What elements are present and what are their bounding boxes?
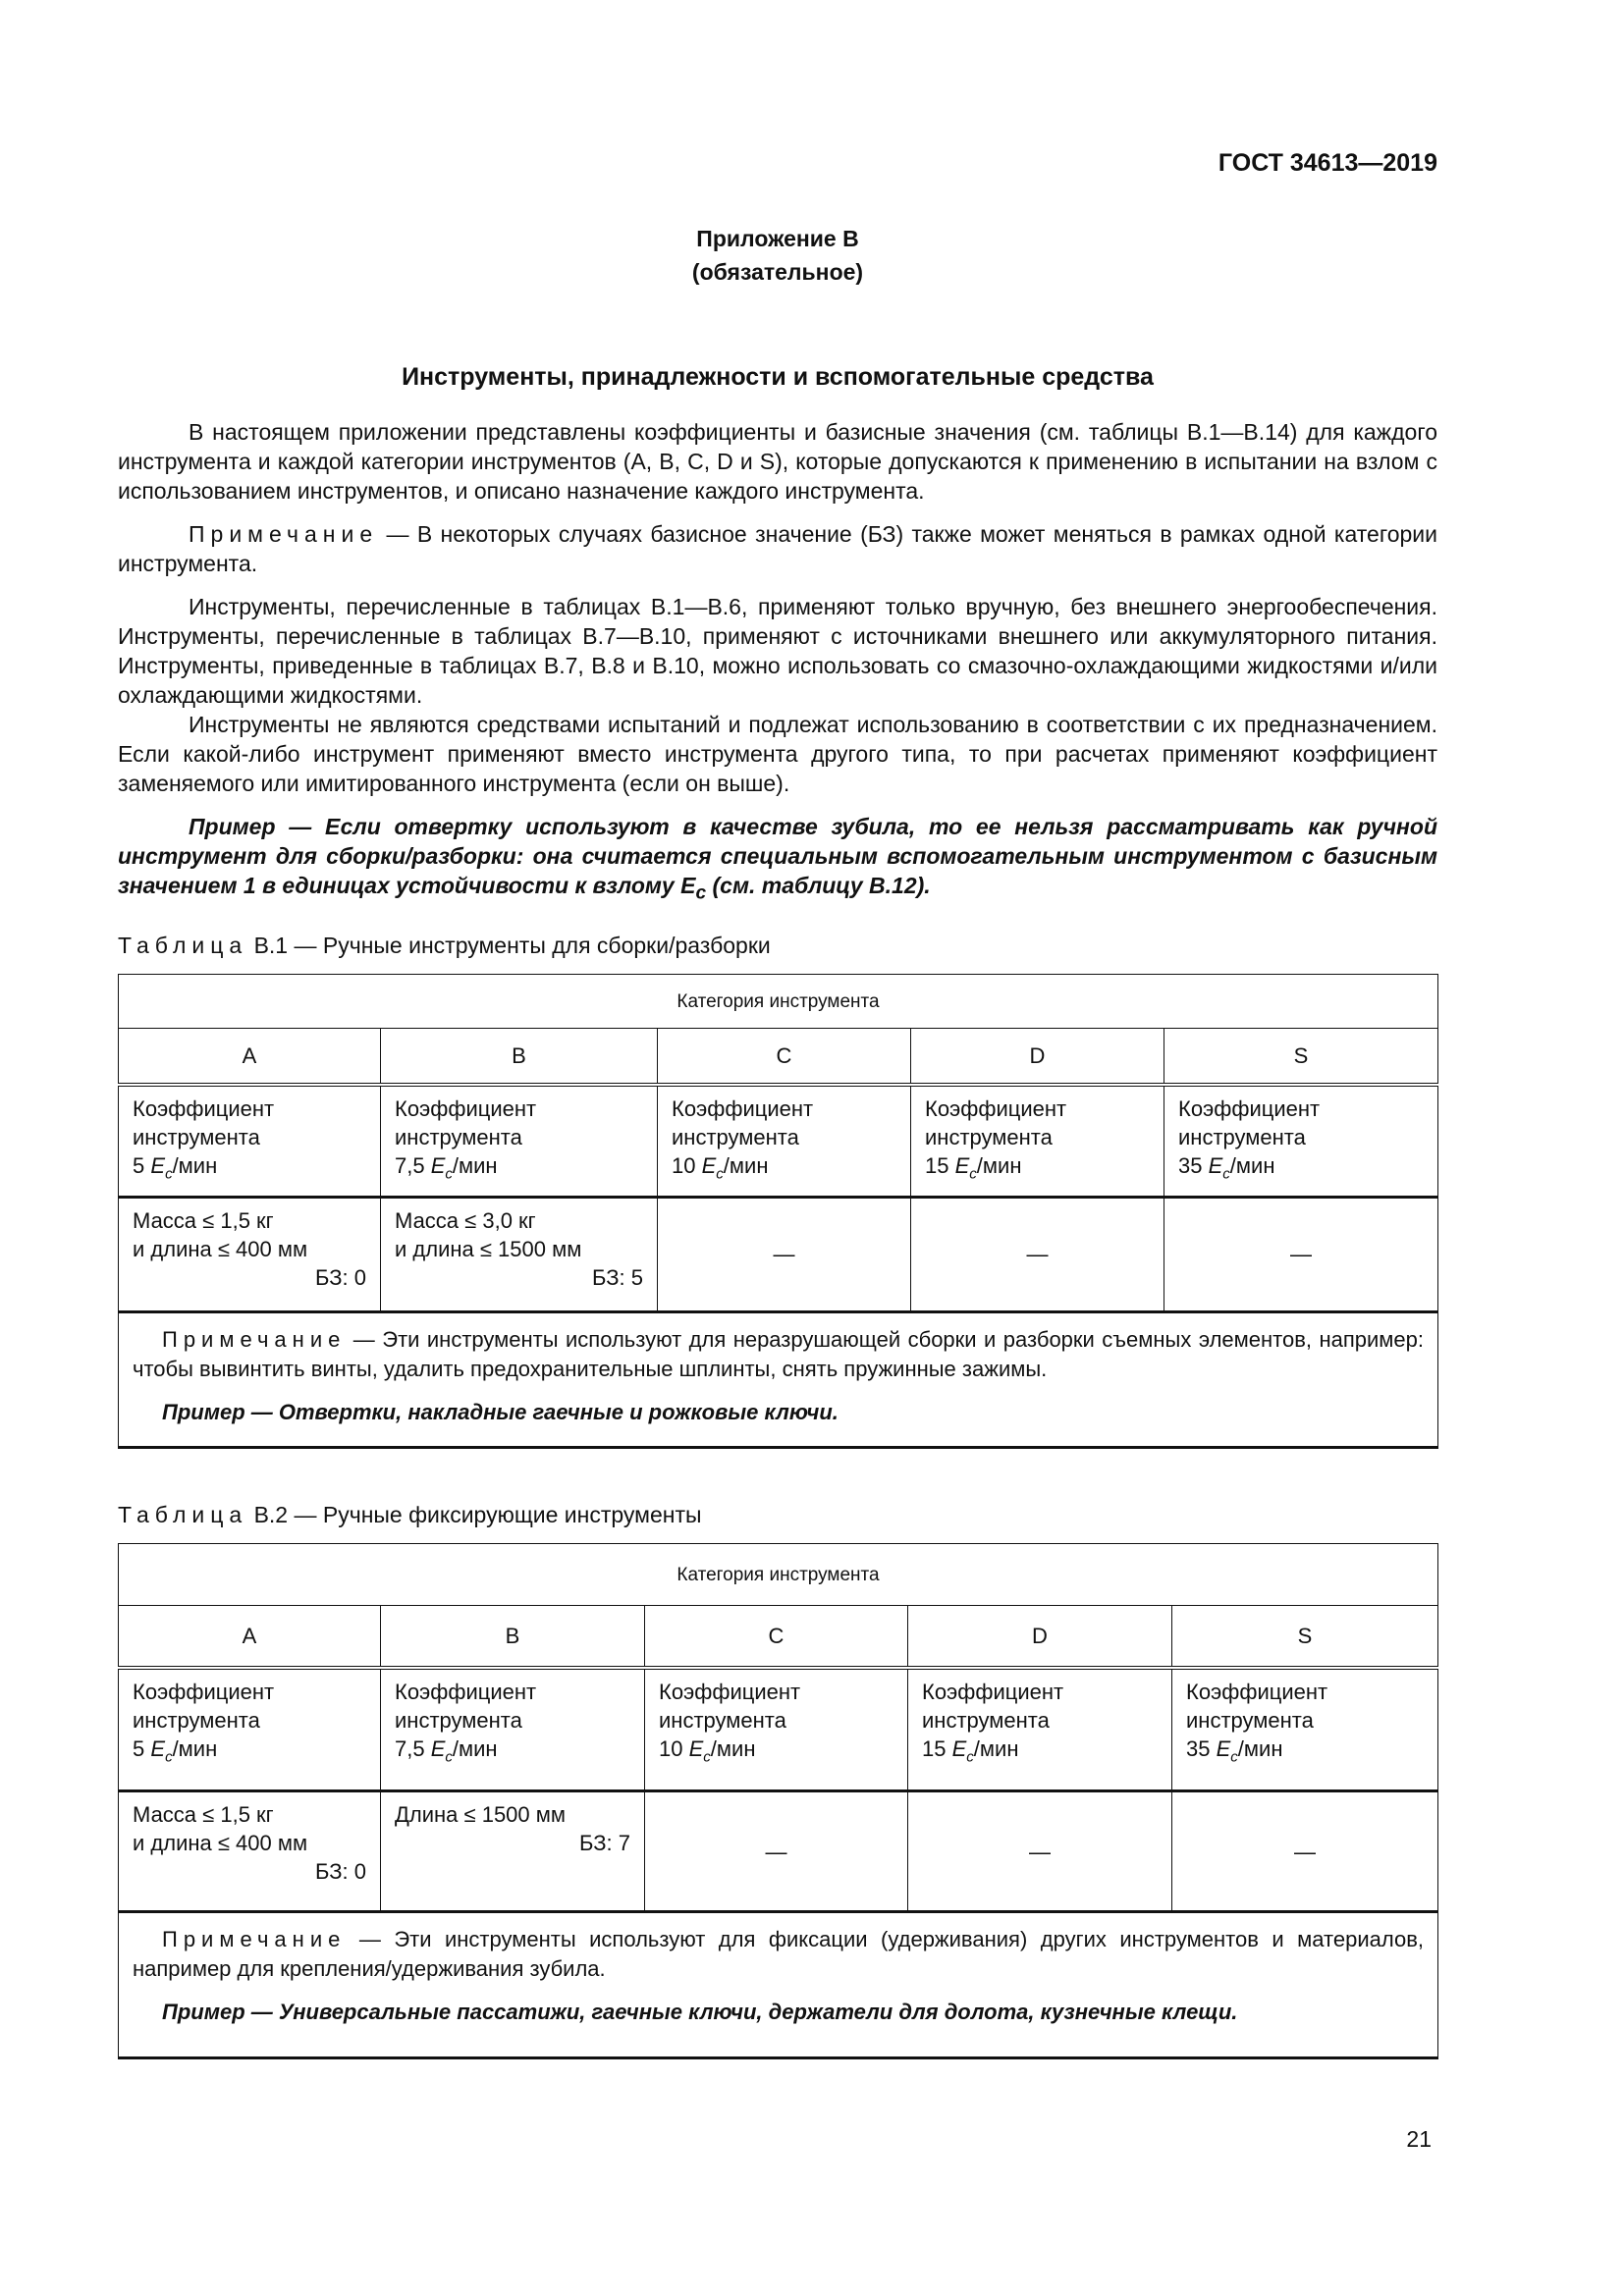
table-example: Пример — Отвертки, накладные гаечные и рожковые ключи. — [162, 1399, 839, 1424]
coefficient-cell — [645, 1668, 908, 1791]
coef-number: 15 — [925, 1152, 949, 1178]
unit-sub: c — [445, 1164, 453, 1182]
note-label: Примечание — [162, 1326, 347, 1352]
note-text: — В некоторых случаях базисное значение (БЗ) также может меняться в рамках одной категории инструмента. — [118, 521, 1437, 576]
limit-line: и длина ≤ 400 мм — [133, 1236, 308, 1261]
coef-label: Коэффициент — [133, 1679, 275, 1704]
intro-text — [118, 417, 1437, 909]
category-header: Категория инструмента — [119, 1544, 1438, 1606]
coef-label: Коэффициент — [659, 1679, 801, 1704]
coef-label2: инструмента — [395, 1707, 522, 1733]
unit-e: E — [954, 1152, 970, 1178]
coef-value — [922, 1735, 1158, 1771]
coef-label: Коэффициент — [1178, 1095, 1321, 1121]
category-letters-row — [119, 1606, 1438, 1668]
coefficient-cell — [119, 1085, 381, 1198]
intro-note — [118, 519, 1437, 578]
table-b1 — [118, 974, 1438, 1449]
category-header-row — [119, 975, 1438, 1029]
limit-line: Длина ≤ 1500 мм — [395, 1802, 567, 1827]
category-header: Категория инструмента — [119, 975, 1438, 1029]
unit-sub: c — [966, 1747, 974, 1765]
coefficient-row — [119, 1668, 1438, 1791]
unit-sub: c — [1222, 1164, 1230, 1182]
coef-number: 15 — [922, 1735, 947, 1761]
coefficient-row — [119, 1085, 1438, 1198]
coef-label: Коэффициент — [1186, 1679, 1328, 1704]
intro-paragraph: В настоящем приложении представлены коэффициенты и базисные значения (см. таблицы В.1—В.14) для каждого инструмента и каждой категории инструментов (A, B, C, D и S), которые допускаются к применению в испытании на взлом с использованием инструментов, и описано назначение каждого инструмента. — [118, 419, 1437, 504]
unit-e: E — [701, 1152, 717, 1178]
example-text-end: (см. таблицу В.12). — [706, 873, 931, 898]
base-value: БЗ: 0 — [315, 1859, 366, 1884]
coefficient-cell — [908, 1668, 1172, 1791]
coef-value — [133, 1151, 366, 1188]
document-code: ГОСТ 34613—2019 — [1218, 149, 1437, 177]
unit-sub: c — [703, 1747, 711, 1765]
note-row — [119, 1912, 1438, 2058]
limit-cell — [381, 1197, 658, 1311]
coef-number: 10 — [672, 1152, 696, 1178]
category-letter: D — [911, 1029, 1164, 1085]
annex-title: Инструменты, принадлежности и вспомогательные средства — [402, 363, 1154, 391]
unit-e: E — [951, 1735, 967, 1761]
unit-rest: /мин — [1229, 1152, 1275, 1178]
example-sub: c — [695, 882, 707, 904]
category-header-row — [119, 1544, 1438, 1606]
coef-label: Коэффициент — [672, 1095, 814, 1121]
coef-label: Коэффициент — [922, 1679, 1064, 1704]
empty-cell: — — [908, 1791, 1172, 1912]
unit-sub: c — [969, 1164, 977, 1182]
coef-value — [395, 1151, 643, 1188]
coef-value — [925, 1151, 1150, 1188]
coef-number: 7,5 — [395, 1735, 425, 1761]
page-number: 21 — [1406, 2126, 1432, 2152]
base-value: БЗ: 5 — [592, 1264, 643, 1290]
limit-line: Масса ≤ 1,5 кг — [133, 1802, 274, 1827]
unit-e: E — [150, 1735, 166, 1761]
limits-row — [119, 1197, 1438, 1311]
category-letter: D — [908, 1606, 1172, 1668]
intro-example — [118, 812, 1437, 909]
coef-label: Коэффициент — [395, 1095, 537, 1121]
coef-label2: инструмента — [659, 1707, 786, 1733]
coef-number: 5 — [133, 1735, 145, 1761]
unit-rest: /мин — [973, 1735, 1019, 1761]
limit-line: и длина ≤ 1500 мм — [395, 1236, 582, 1261]
coefficient-cell — [381, 1085, 658, 1198]
category-letter: A — [119, 1606, 381, 1668]
table-note — [119, 1311, 1438, 1447]
empty-cell: — — [658, 1197, 911, 1311]
note-row — [119, 1311, 1438, 1447]
category-letter: A — [119, 1029, 381, 1085]
unit-sub: c — [445, 1747, 453, 1765]
example-text: Пример — Если отвертку используют в качестве зубила, то ее нельзя рассматривать как ручной инструмент для сборки/разборки: она считается специальным вспомогательным инструментом с базисным значением 1 в единицах устойчивости к взлому E — [118, 814, 1437, 898]
unit-rest: /мин — [172, 1735, 218, 1761]
unit-e: E — [1216, 1735, 1231, 1761]
category-letter: S — [1172, 1606, 1438, 1668]
coef-value — [1186, 1735, 1424, 1771]
empty-cell: — — [645, 1791, 908, 1912]
coefficient-cell — [381, 1668, 645, 1791]
limit-cell — [119, 1791, 381, 1912]
note-label: Примечание — [162, 1927, 347, 1951]
caption-text: В.1 — Ручные инструменты для сборки/разборки — [247, 933, 771, 958]
coefficient-cell — [911, 1085, 1164, 1198]
empty-cell: — — [1172, 1791, 1438, 1912]
empty-cell: — — [911, 1197, 1164, 1311]
category-letter: C — [645, 1606, 908, 1668]
coef-value — [659, 1735, 893, 1771]
unit-rest: /мин — [723, 1152, 769, 1178]
note-text: — Эти инструменты используют для фиксации (удерживания) других инструментов и материалов, например для крепления/удерживания зубила. — [133, 1927, 1424, 1981]
coef-label: Коэффициент — [925, 1095, 1067, 1121]
coef-value — [133, 1735, 366, 1771]
coefficient-cell — [658, 1085, 911, 1198]
unit-e: E — [150, 1152, 166, 1178]
unit-e: E — [430, 1152, 446, 1178]
empty-cell: — — [1164, 1197, 1438, 1311]
unit-e: E — [1208, 1152, 1223, 1178]
coef-number: 35 — [1178, 1152, 1203, 1178]
coef-number: 10 — [659, 1735, 683, 1761]
coef-value — [672, 1151, 896, 1188]
unit-sub: c — [716, 1164, 724, 1182]
category-letter: C — [658, 1029, 911, 1085]
limit-cell — [381, 1791, 645, 1912]
unit-rest: /мин — [1237, 1735, 1283, 1761]
annex-label: Приложение В — [696, 226, 859, 251]
caption-label: Таблица — [118, 1502, 248, 1527]
table-caption — [118, 1502, 702, 1528]
category-letter: S — [1164, 1029, 1438, 1085]
coefficient-cell — [119, 1668, 381, 1791]
unit-rest: /мин — [710, 1735, 756, 1761]
unit-rest: /мин — [452, 1735, 498, 1761]
table-example: Пример — Универсальные пассатижи, гаечные ключи, держатели для долота, кузнечные клещи. — [162, 2000, 1238, 2024]
limits-row — [119, 1791, 1438, 1912]
coef-label2: инструмента — [1186, 1707, 1314, 1733]
unit-rest: /мин — [976, 1152, 1022, 1178]
coef-label: Коэффициент — [133, 1095, 275, 1121]
category-letter: B — [381, 1606, 645, 1668]
unit-sub: c — [165, 1747, 173, 1765]
unit-sub: c — [1230, 1747, 1238, 1765]
limit-cell — [119, 1197, 381, 1311]
note-label: Примечание — [189, 521, 379, 547]
coef-label2: инструмента — [1178, 1124, 1306, 1149]
caption-text: В.2 — Ручные фиксирующие инструменты — [247, 1502, 702, 1527]
unit-e: E — [688, 1735, 704, 1761]
coef-label2: инструмента — [395, 1124, 522, 1149]
base-value: БЗ: 0 — [315, 1264, 366, 1290]
table-b2 — [118, 1543, 1438, 2059]
table-caption — [118, 933, 771, 959]
coef-number: 5 — [133, 1152, 145, 1178]
intro-paragraph: Инструменты не являются средствами испытаний и подлежат использованию в соответствии с их предназначением. Если какой-либо инструмент применяют вместо инструмента другого типа, то при расчетах применяют коэффициент заменяемого или имитированного инструмента (если он выше). — [118, 712, 1437, 796]
coef-label2: инструмента — [925, 1124, 1053, 1149]
coef-number: 35 — [1186, 1735, 1211, 1761]
table-note — [119, 1912, 1438, 2058]
coef-value — [1178, 1151, 1424, 1188]
coef-label2: инструмента — [133, 1124, 260, 1149]
caption-label: Таблица — [118, 933, 248, 958]
unit-rest: /мин — [452, 1152, 498, 1178]
coef-label2: инструмента — [922, 1707, 1050, 1733]
coefficient-cell — [1172, 1668, 1438, 1791]
coef-label2: инструмента — [672, 1124, 799, 1149]
unit-e: E — [430, 1735, 446, 1761]
category-letter: B — [381, 1029, 658, 1085]
unit-sub: c — [165, 1164, 173, 1182]
coef-number: 7,5 — [395, 1152, 425, 1178]
coefficient-cell — [1164, 1085, 1438, 1198]
base-value: БЗ: 7 — [579, 1831, 630, 1855]
note-text: — Эти инструменты используют для неразрушающей сборки и разборки съемных элементов, например: чтобы вывинтить винты, удалить предохранительные шплинты, снять пружинные зажимы. — [133, 1326, 1424, 1381]
coef-label2: инструмента — [133, 1707, 260, 1733]
coef-label: Коэффициент — [395, 1679, 537, 1704]
intro-paragraph: Инструменты, перечисленные в таблицах В.1—В.6, применяют только вручную, без внешнего энергообеспечения. Инструменты, перечисленные в таблицах В.7—В.10, применяют с источниками внешнего или аккумуляторного питания. Инструменты, приведенные в таблицах В.7, В.8 и В.10, можно использовать со смазочно-охлаждающими жидкостями и/или охлаждающими жидкостями. — [118, 594, 1437, 708]
limit-line: Масса ≤ 3,0 кг — [395, 1207, 536, 1233]
coef-value — [395, 1735, 630, 1771]
limit-line: Масса ≤ 1,5 кг — [133, 1207, 274, 1233]
category-letters-row — [119, 1029, 1438, 1085]
unit-rest: /мин — [172, 1152, 218, 1178]
limit-line: и длина ≤ 400 мм — [133, 1831, 308, 1855]
annex-type: (обязательное) — [691, 259, 864, 285]
